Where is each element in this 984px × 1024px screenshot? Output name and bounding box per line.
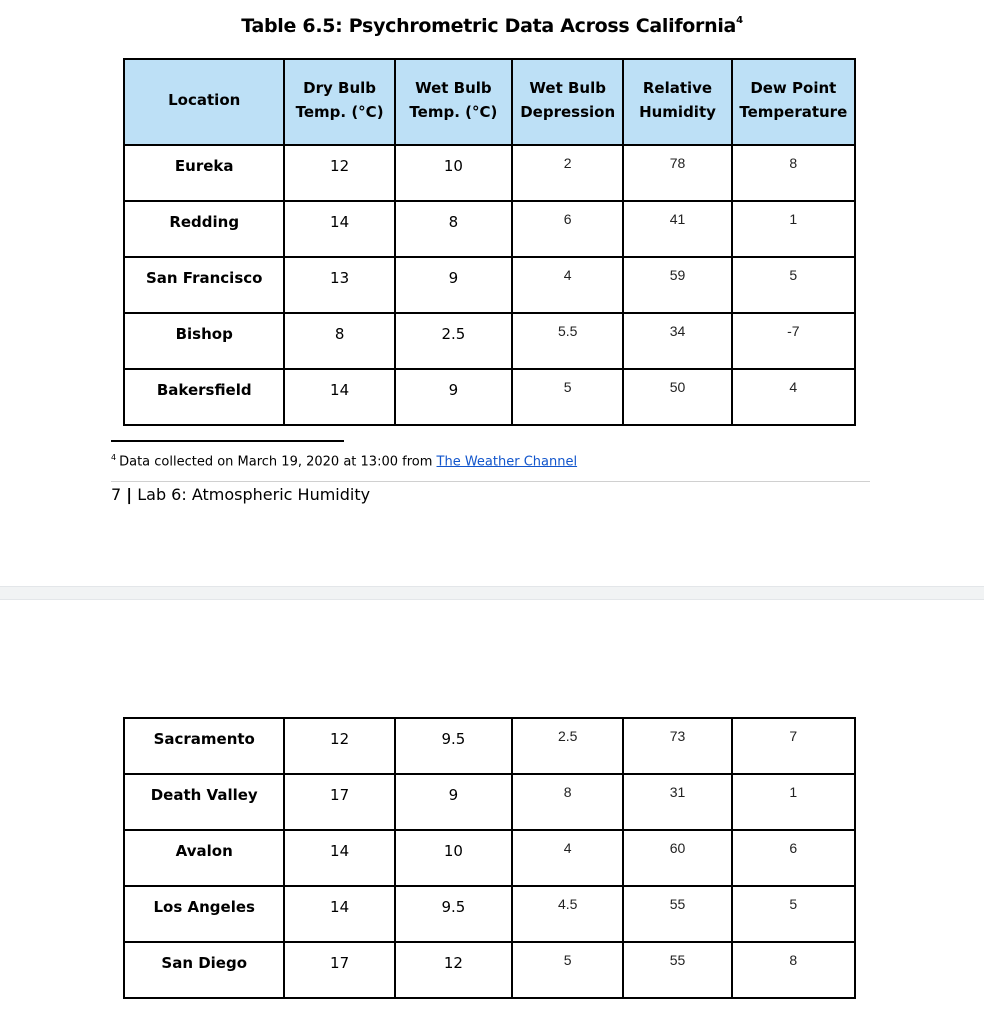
cell-location: Bakersfield xyxy=(124,369,284,425)
cell-dew-point: 4 xyxy=(732,369,855,425)
cell-dry-bulb: 14 xyxy=(284,830,394,886)
cell-wet-bulb: 9.5 xyxy=(395,886,512,942)
table-row xyxy=(124,145,855,201)
cell-wet-bulb: 2.5 xyxy=(395,313,512,369)
cell-location: Death Valley xyxy=(124,774,284,830)
cell-humidity: 55 xyxy=(623,942,731,998)
cell-wet-bulb: 12 xyxy=(395,942,512,998)
cell-depression: 4 xyxy=(512,830,623,886)
table-title: Table 6.5: Psychrometric Data Across California$^4$ xyxy=(241,14,743,37)
table-row xyxy=(124,774,855,830)
header-relative-humidity: Relative Humidity xyxy=(623,59,731,145)
cell-wet-bulb: 8 xyxy=(395,201,512,257)
footnote-reference[interactable]: 4 xyxy=(736,14,743,26)
cell-depression: 6 xyxy=(512,201,623,257)
cell-dew-point: -7 xyxy=(732,313,855,369)
weather-channel-link[interactable]: The Weather Channel xyxy=(436,454,578,470)
cell-dry-bulb: 17 xyxy=(284,774,394,830)
cell-location: Avalon xyxy=(124,830,284,886)
cell-dew-point: 8 xyxy=(732,145,855,201)
cell-dew-point: 1 xyxy=(732,774,855,830)
cell-dew-point: 5 xyxy=(732,886,855,942)
cell-dry-bulb: 12 xyxy=(284,718,394,774)
cell-humidity: 59 xyxy=(623,257,731,313)
header-dry-bulb: Dry Bulb Temp. (°C) xyxy=(284,59,394,145)
cell-location: Eureka xyxy=(124,145,284,201)
cell-location: Sacramento xyxy=(124,718,284,774)
header-wet-bulb-depression: Wet Bulb Depression xyxy=(512,59,623,145)
footer-divider xyxy=(111,481,870,482)
table-row xyxy=(124,886,855,942)
cell-depression: 2.5 xyxy=(512,718,623,774)
cell-location: San Francisco xyxy=(124,257,284,313)
cell-humidity: 41 xyxy=(623,201,731,257)
cell-wet-bulb: 9 xyxy=(395,257,512,313)
cell-depression: 2 xyxy=(512,145,623,201)
header-location: Location xyxy=(124,59,284,145)
cell-humidity: 34 xyxy=(623,313,731,369)
table-row xyxy=(124,942,855,998)
header-dew-point: Dew Point Temperature xyxy=(732,59,855,145)
table-row xyxy=(124,830,855,886)
table-row xyxy=(124,257,855,313)
table-header-row xyxy=(124,59,855,145)
cell-humidity: 78 xyxy=(623,145,731,201)
cell-dry-bulb: 8 xyxy=(284,313,394,369)
cell-depression: 4 xyxy=(512,257,623,313)
cell-dew-point: 5 xyxy=(732,257,855,313)
cell-dry-bulb: 13 xyxy=(284,257,394,313)
cell-humidity: 50 xyxy=(623,369,731,425)
cell-dew-point: 7 xyxy=(732,718,855,774)
footnote-divider xyxy=(111,440,344,442)
cell-depression: 8 xyxy=(512,774,623,830)
cell-wet-bulb: 10 xyxy=(395,830,512,886)
cell-humidity: 55 xyxy=(623,886,731,942)
cell-wet-bulb: 9.5 xyxy=(395,718,512,774)
cell-location: San Diego xyxy=(124,942,284,998)
cell-wet-bulb: 10 xyxy=(395,145,512,201)
cell-wet-bulb: 9 xyxy=(395,774,512,830)
cell-dew-point: 1 xyxy=(732,201,855,257)
cell-dew-point: 6 xyxy=(732,830,855,886)
table-row xyxy=(124,718,855,774)
psychrometric-table-continued xyxy=(123,717,856,999)
table-row xyxy=(124,313,855,369)
cell-depression: 5 xyxy=(512,369,623,425)
cell-dry-bulb: 12 xyxy=(284,145,394,201)
cell-humidity: 73 xyxy=(623,718,731,774)
header-wet-bulb: Wet Bulb Temp. (°C) xyxy=(395,59,512,145)
table-row xyxy=(124,369,855,425)
table-row xyxy=(124,201,855,257)
page-footer: 7 | Lab 6: Atmospheric Humidity xyxy=(111,485,371,504)
cell-depression: 5.5 xyxy=(512,313,623,369)
cell-depression: 5 xyxy=(512,942,623,998)
psychrometric-table xyxy=(123,58,856,426)
cell-dry-bulb: 17 xyxy=(284,942,394,998)
cell-location: Bishop xyxy=(124,313,284,369)
cell-dry-bulb: 14 xyxy=(284,369,394,425)
cell-location: Redding xyxy=(124,201,284,257)
cell-humidity: 31 xyxy=(623,774,731,830)
cell-wet-bulb: 9 xyxy=(395,369,512,425)
cell-dry-bulb: 14 xyxy=(284,886,394,942)
footnote: $^4$ Data collected on March 19, 2020 at 13:00 from The Weather Channel xyxy=(111,453,578,470)
cell-depression: 4.5 xyxy=(512,886,623,942)
cell-humidity: 60 xyxy=(623,830,731,886)
page-break xyxy=(0,586,984,600)
cell-location: Los Angeles xyxy=(124,886,284,942)
cell-dew-point: 8 xyxy=(732,942,855,998)
cell-dry-bulb: 14 xyxy=(284,201,394,257)
